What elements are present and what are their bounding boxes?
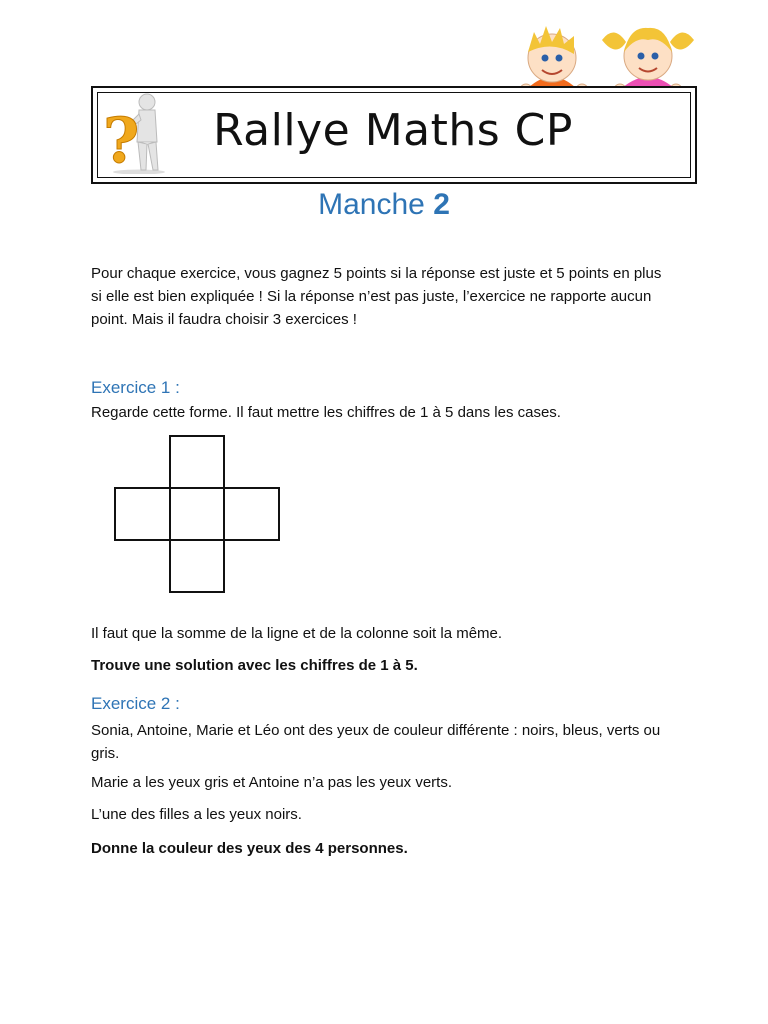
grid-cell-bottom xyxy=(170,540,224,592)
exercise-1-rule: Il faut que la somme de la ligne et de la colonne soit la même. xyxy=(91,625,503,642)
round-heading xyxy=(0,188,768,222)
exercise-2-task: Donne la couleur des yeux des 4 personnes. xyxy=(91,840,408,857)
grid-cell-center xyxy=(170,488,224,540)
grid-cell-top xyxy=(170,436,224,488)
exercise-1-instruction: Regarde cette forme. Il faut mettre les chiffres de 1 à 5 dans les cases. xyxy=(91,404,561,421)
cross-grid xyxy=(112,434,282,594)
grid-cell-left xyxy=(115,488,170,540)
thinking-figure-icon xyxy=(101,92,171,174)
intro-paragraph: Pour chaque exercice, vous gagnez 5 points si la réponse est juste et 5 points en plus si elle est bien expliquée ! Si la réponse n’est pas juste, l’exercice ne rapporte aucun point. Mais il faudra choisir 3 exercices ! xyxy=(91,265,662,328)
exercise-2-heading: Exercice 2 : xyxy=(91,694,180,713)
round-number: 2 xyxy=(433,188,450,221)
title-banner xyxy=(91,86,697,184)
grid-cell-right xyxy=(224,488,279,540)
exercise-2-clue-1: Marie a les yeux gris et Antoine n’a pas les yeux verts. xyxy=(91,774,453,791)
exercise-2-clue-2: L’une des filles a les yeux noirs. xyxy=(91,806,302,823)
exercise-1-task: Trouve une solution avec les chiffres de 1 à 5. xyxy=(91,657,418,674)
exercise-2-statement: Sonia, Antoine, Marie et Léo ont des yeux de couleur différente : noirs, bleus, verts ou gris. xyxy=(91,722,661,762)
round-label: Manche xyxy=(318,188,425,221)
page-title: Rallye Maths CP xyxy=(213,105,573,156)
exercise-1-heading: Exercice 1 : xyxy=(91,378,180,397)
question-mark-icon: ? xyxy=(103,104,140,174)
